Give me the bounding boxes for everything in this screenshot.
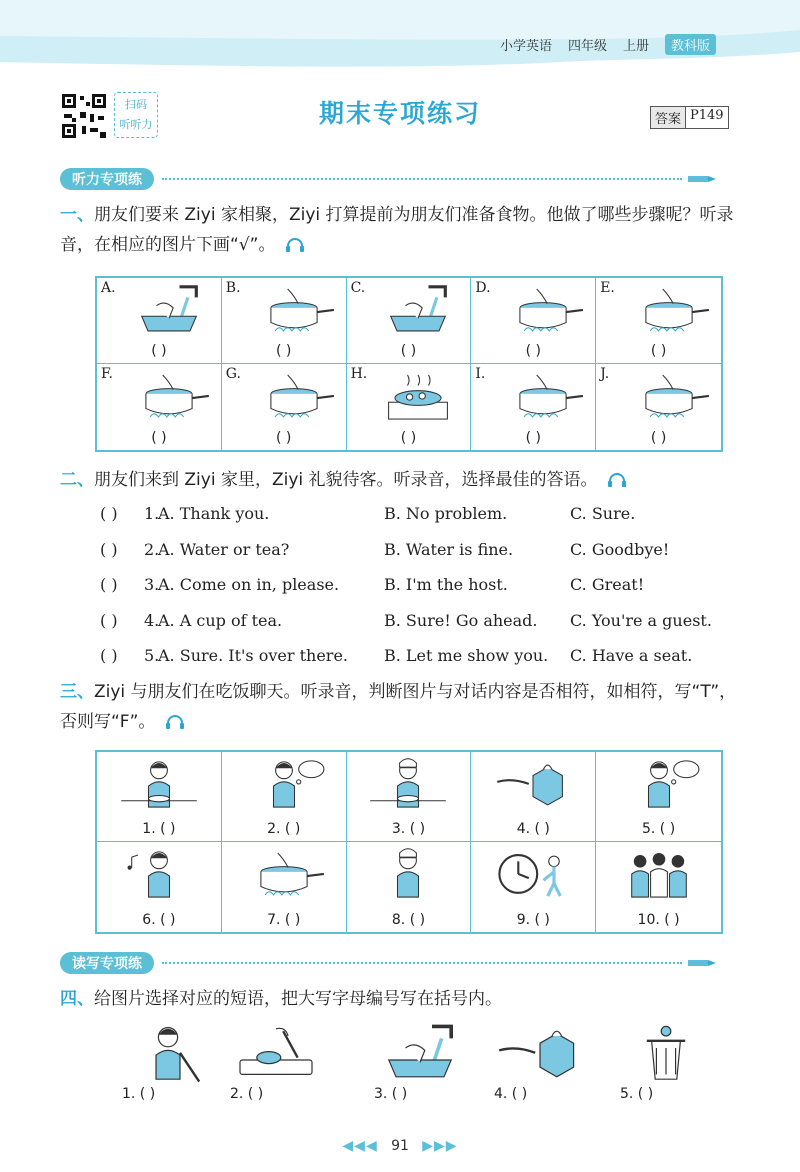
answer-blank[interactable]: ( ) xyxy=(100,539,118,559)
answer-blank[interactable]: 5. ( ) xyxy=(642,821,676,837)
picture-label: F. xyxy=(101,366,113,382)
scan-line-2: 听听力 xyxy=(119,118,153,131)
edition-badge: 教科版 xyxy=(665,34,716,55)
q3-picture-cell xyxy=(471,752,596,842)
q3-picture-cell xyxy=(471,842,596,932)
reading-section-tag: 读写专项练 xyxy=(60,952,154,974)
question-number: 1. xyxy=(144,504,160,523)
answer-blank[interactable]: 8. ( ) xyxy=(391,912,426,928)
page-number: 91 xyxy=(391,1138,409,1154)
volume-label: 上册 xyxy=(623,39,650,54)
q3-picture-cell xyxy=(222,752,347,842)
option-c: C. Sure. xyxy=(570,504,636,523)
noodles-pot-icon xyxy=(242,848,326,902)
footer-left-arrows: ◀◀◀ xyxy=(342,1138,378,1154)
option-a: A. Water or tea? xyxy=(158,539,290,559)
answer-blank[interactable]: 9. ( ) xyxy=(516,912,550,928)
girl-singing-icon xyxy=(117,848,201,902)
footer-right-arrows: ▶▶▶ xyxy=(422,1138,458,1154)
option-b: B. I'm the host. xyxy=(384,575,508,594)
q3-picture-cell xyxy=(222,842,347,932)
option-c: C. You're a guest. xyxy=(570,610,712,630)
tissue-box-icon xyxy=(491,758,575,812)
question-2-text: 朋友们来到 Ziyi 家里，Ziyi 礼貌待客。听录音，选择最佳的答语。 xyxy=(94,470,598,490)
scan-line-1: 扫码 xyxy=(125,98,147,111)
noodles-in-pot-icon xyxy=(627,284,711,338)
q1-picture-cell xyxy=(596,278,721,364)
girl-thinking-food-icon xyxy=(242,758,326,812)
q1-picture-cell xyxy=(471,364,596,450)
q1-picture-cell xyxy=(97,278,222,364)
answer-blank[interactable]: 3. ( ) xyxy=(391,821,426,837)
q4-picture-item xyxy=(372,1024,468,1102)
question-4 xyxy=(60,984,750,1014)
option-a: A. Come on in, please. xyxy=(158,575,340,594)
adding-salt-icon xyxy=(501,370,585,424)
q1-picture-cell xyxy=(97,364,222,450)
question-3-text: Ziyi 与朋友们在吃饭聊天。听录音，判断图片与对话内容是否相符，如相符，写“T”，否则写“F”。 xyxy=(60,682,737,732)
answer-blank[interactable]: ( ) xyxy=(100,610,118,630)
q3-picture-grid xyxy=(95,750,723,934)
question-1-number: 一、 xyxy=(60,205,94,225)
q1-picture-cell xyxy=(347,278,472,364)
answer-blank[interactable]: ( ) xyxy=(650,430,667,446)
answer-blank[interactable]: 5. ( ) xyxy=(620,1086,654,1102)
headphone-icon[interactable] xyxy=(285,237,305,253)
reading-section-bar xyxy=(60,952,716,974)
picture-label: B. xyxy=(225,280,241,296)
answer-blank[interactable]: ( ) xyxy=(650,343,667,359)
answer-blank[interactable]: 1. ( ) xyxy=(142,821,176,837)
washing-hands-icon xyxy=(127,284,211,338)
answer-blank[interactable]: 3. ( ) xyxy=(374,1086,408,1102)
chef-fish-icon xyxy=(366,758,450,812)
question-2 xyxy=(60,465,750,495)
answer-blank[interactable]: ( ) xyxy=(100,575,118,594)
headphone-icon[interactable] xyxy=(607,472,627,488)
girl-thinking-icon xyxy=(617,758,701,812)
answer-label: 答案 xyxy=(651,107,685,128)
question-1-text: 朋友们要来 Ziyi 家相聚，Ziyi 打算提前为朋友们准备食物。他做了哪些步骤呢？听录音，在相应的图片下画“√”。 xyxy=(60,205,734,255)
section-divider xyxy=(162,178,682,180)
mc-question-row xyxy=(100,504,740,530)
q3-picture-cell xyxy=(97,752,222,842)
q1-picture-cell xyxy=(222,364,347,450)
q4-picture-item xyxy=(228,1024,324,1102)
adding-eggs-icon xyxy=(252,370,336,424)
question-number: 2. xyxy=(144,539,160,559)
answer-blank[interactable]: 2. ( ) xyxy=(230,1086,264,1102)
answer-blank[interactable]: ( ) xyxy=(525,430,541,446)
pouring-water-icon xyxy=(376,284,460,338)
pencil-icon xyxy=(688,958,716,968)
question-1 xyxy=(60,200,750,260)
question-3 xyxy=(60,677,750,737)
answer-blank[interactable]: ( ) xyxy=(100,646,118,665)
option-b: B. No problem. xyxy=(384,504,508,523)
serving-noodles-icon xyxy=(627,370,711,424)
adding-vegetables-icon xyxy=(127,370,211,424)
answer-blank[interactable]: ( ) xyxy=(276,343,292,359)
pencil-icon xyxy=(688,174,716,184)
steaming-pot-icon xyxy=(501,284,585,338)
answer-blank[interactable]: 6. ( ) xyxy=(142,912,176,928)
trash-can-icon xyxy=(618,1024,714,1084)
picture-label: I. xyxy=(475,366,486,382)
question-number: 5. xyxy=(144,646,160,665)
family-icon xyxy=(617,848,701,902)
answer-blank[interactable]: ( ) xyxy=(525,343,541,359)
answer-blank[interactable]: 2. ( ) xyxy=(267,821,301,837)
question-4-number: 四、 xyxy=(60,989,94,1009)
answer-blank[interactable]: 7. ( ) xyxy=(267,912,301,928)
q4-picture-item xyxy=(120,1024,216,1102)
question-4-text: 给图片选择对应的短语，把大写字母编号写在括号内。 xyxy=(94,989,502,1009)
option-c: C. Have a seat. xyxy=(570,646,693,665)
option-a: A. A cup of tea. xyxy=(158,610,283,630)
q1-picture-cell xyxy=(347,364,472,450)
mc-question-row xyxy=(100,575,740,601)
answer-blank[interactable]: ( ) xyxy=(400,343,417,359)
picture-label: J. xyxy=(600,366,610,382)
section-divider xyxy=(162,962,682,964)
answer-blank[interactable]: 10. ( ) xyxy=(637,912,680,928)
question-2-number: 二、 xyxy=(60,470,94,490)
clock-sweeper-icon xyxy=(491,848,575,902)
listening-section-tag: 听力专项练 xyxy=(60,168,154,190)
picture-label: C. xyxy=(350,280,366,296)
q1-picture-cell xyxy=(471,278,596,364)
option-b: B. Let me show you. xyxy=(384,646,549,665)
page-title: 期末专项练习 xyxy=(318,99,481,128)
answer-page: P149 xyxy=(685,107,728,128)
cutting-vegetables-icon xyxy=(252,284,336,338)
question-3-number: 三、 xyxy=(60,682,94,702)
headphone-icon[interactable] xyxy=(165,714,185,730)
listening-section-bar xyxy=(60,168,716,190)
answer-blank[interactable]: ( ) xyxy=(100,504,118,523)
boy-sweeping-icon xyxy=(120,1024,216,1084)
question-number: 4. xyxy=(144,610,160,630)
mc-question-row xyxy=(100,611,740,637)
q1-picture-cell xyxy=(222,278,347,364)
answer-blank[interactable]: ( ) xyxy=(276,430,292,446)
option-b: B. Sure! Go ahead. xyxy=(384,610,538,630)
answer-blank[interactable]: 4. ( ) xyxy=(494,1086,528,1102)
frying-dumplings-icon xyxy=(376,370,460,424)
picture-label: H. xyxy=(350,366,368,382)
q4-picture-item xyxy=(492,1024,588,1102)
mc-question-row xyxy=(100,540,740,566)
girl-eating-icon xyxy=(117,758,201,812)
answer-blank[interactable]: ( ) xyxy=(151,430,167,446)
q3-picture-cell xyxy=(97,842,222,932)
series-name: 小学英语 xyxy=(500,39,553,54)
q3-picture-cell xyxy=(596,752,721,842)
q4-picture-item xyxy=(618,1024,714,1102)
picture-label: A. xyxy=(101,280,116,296)
option-a: A. Thank you. xyxy=(158,504,270,523)
book-series xyxy=(500,34,716,55)
grade-label: 四年级 xyxy=(568,39,608,54)
q3-picture-cell xyxy=(347,752,472,842)
question-number: 3. xyxy=(144,575,160,594)
q1-picture-cell xyxy=(596,364,721,450)
wiping-table-icon xyxy=(228,1024,324,1084)
option-c: C. Great! xyxy=(570,575,645,594)
washing-dishes-icon xyxy=(372,1024,468,1084)
chef-icon xyxy=(366,848,450,902)
picture-label: D. xyxy=(475,280,491,296)
mc-question-row xyxy=(100,646,740,672)
answer-blank[interactable]: ( ) xyxy=(400,430,417,446)
page-footer xyxy=(0,1138,800,1154)
answer-blank[interactable]: ( ) xyxy=(151,343,167,359)
answer-blank[interactable]: 4. ( ) xyxy=(516,821,550,837)
answer-reference xyxy=(650,106,729,129)
q3-picture-cell xyxy=(596,842,721,932)
option-c: C. Goodbye! xyxy=(570,539,670,559)
picture-label: G. xyxy=(225,366,241,382)
q1-picture-grid xyxy=(95,276,723,452)
picture-label: E. xyxy=(600,280,615,296)
option-b: B. Water is fine. xyxy=(384,539,514,559)
stacking-bowls-icon xyxy=(492,1024,588,1084)
option-a: A. Sure. It's over there. xyxy=(158,646,349,665)
answer-blank[interactable]: 1. ( ) xyxy=(122,1086,156,1102)
q3-picture-cell xyxy=(347,842,472,932)
